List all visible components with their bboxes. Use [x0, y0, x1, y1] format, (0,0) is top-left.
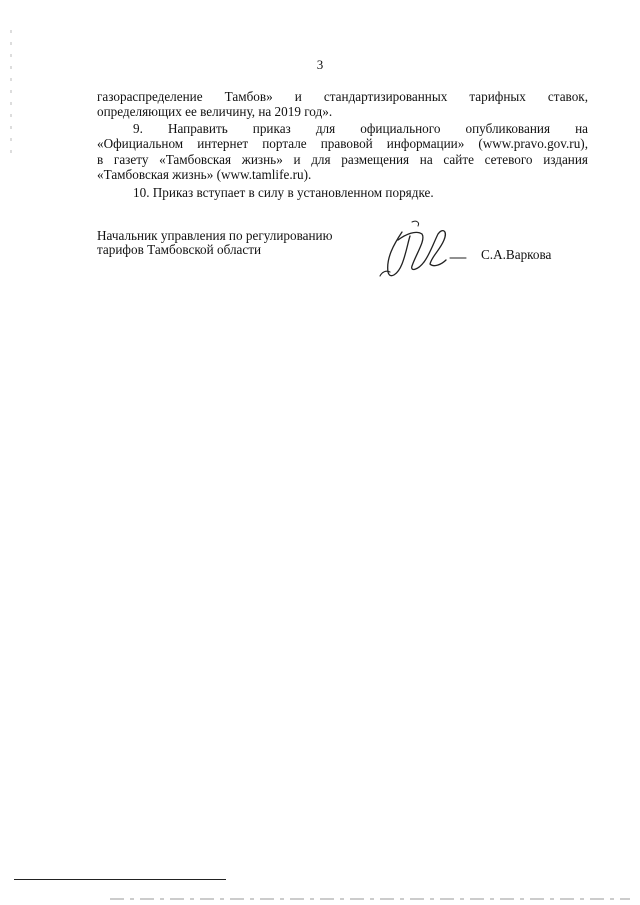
- paragraph-9: [97, 121, 588, 182]
- paragraph-10: [97, 185, 588, 200]
- paragraph-continuation: [97, 89, 588, 120]
- text-line: 10. Приказ вступает в силу в установленном порядке.: [133, 185, 434, 200]
- signatory-name: С.А.Варкова: [481, 247, 552, 262]
- text-line: в газету «Тамбовская жизнь» и для размещения на сайте сетевого издания: [97, 151, 588, 167]
- margin-scan-marks: [10, 30, 12, 160]
- signatory-title-line: Начальник управления по регулированию: [97, 228, 333, 243]
- footer-divider: [14, 879, 226, 880]
- handwritten-signature: [372, 214, 472, 284]
- signatory-title: [97, 229, 332, 257]
- text-line: газораспределение Тамбов» и стандартизированных тарифных ставок,: [97, 89, 588, 104]
- text-line: определяющих ее величину, на 2019 год».: [97, 104, 333, 120]
- page-number: 3: [316, 57, 324, 72]
- text-line: 9. Направить приказ для официального опубликования на: [133, 121, 588, 136]
- text-line: «Тамбовская жизнь» (www.tamlife.ru).: [97, 166, 312, 182]
- signatory-title-line: тарифов Тамбовской области: [97, 242, 262, 257]
- scan-edge-marks: [110, 898, 630, 900]
- text-line: «Официальном интернет портале правовой информации» (www.pravo.gov.ru),: [97, 136, 588, 152]
